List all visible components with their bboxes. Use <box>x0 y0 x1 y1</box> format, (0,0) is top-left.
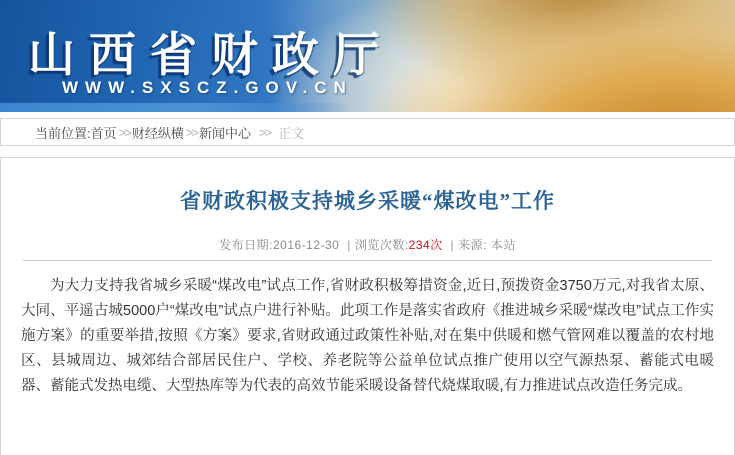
source-label: 来源: <box>458 238 488 252</box>
article-title: 省财政积极支持城乡采暖“煤改电”工作 <box>180 189 555 213</box>
article-body: 为大力支持我省城乡采暖“煤改电”试点工作,省财政积极筹措资金,近日,预拨资金3750万元,对我省太原、大同、平遥古城5000户“煤改电”试点户进行补贴。此项工作是落实省政府《推进城乡采暖“煤改电”试点工作实施方案》的重要举措,按照《方案》要求,省财政通过政策性补贴,对在集中供暖和燃气管网难以覆盖的农村地区、县城周边、城郊结合部居民住户、学校、养老院等公益单位试点推广使用以空气源热泵、蓄能式电暖器、蓄能式发热电缆、大型热库等为代表的高效节能采暖设备替代烧煤取暖,有力推进试点改造任务完成。 <box>21 278 714 394</box>
publish-date-value: 2016-12-30 <box>272 238 340 252</box>
breadcrumb-current: 正文 <box>278 125 305 141</box>
article-container <box>0 157 735 455</box>
breadcrumb-separator-icon: >> <box>185 124 198 140</box>
source-value: 本站 <box>490 238 516 252</box>
site-title: 山西省财政厅 <box>28 28 394 81</box>
article-meta <box>1 236 734 253</box>
views-label: 浏览次数: <box>354 238 409 252</box>
breadcrumb-item-news[interactable]: 新闻中心 <box>199 125 252 141</box>
views-count: 234次 <box>408 238 443 252</box>
breadcrumb-separator-icon: >> <box>259 124 271 140</box>
meta-separator: | <box>347 238 351 252</box>
site-url: WWW.SXSCZ.GOV.CN <box>62 78 353 97</box>
banner-bottom-strip <box>0 103 353 112</box>
breadcrumb-item-finance[interactable]: 财经纵横 <box>131 125 184 141</box>
breadcrumb-separator-icon: >> <box>118 124 130 140</box>
breadcrumb-item-home[interactable]: 首页 <box>90 125 117 141</box>
meta-separator: | <box>450 238 455 252</box>
breadcrumb-label: 当前位置: <box>35 125 91 141</box>
publish-date-label: 发布日期: <box>219 238 273 252</box>
site-banner <box>0 0 735 112</box>
breadcrumb <box>0 118 735 146</box>
meta-divider <box>23 260 712 261</box>
